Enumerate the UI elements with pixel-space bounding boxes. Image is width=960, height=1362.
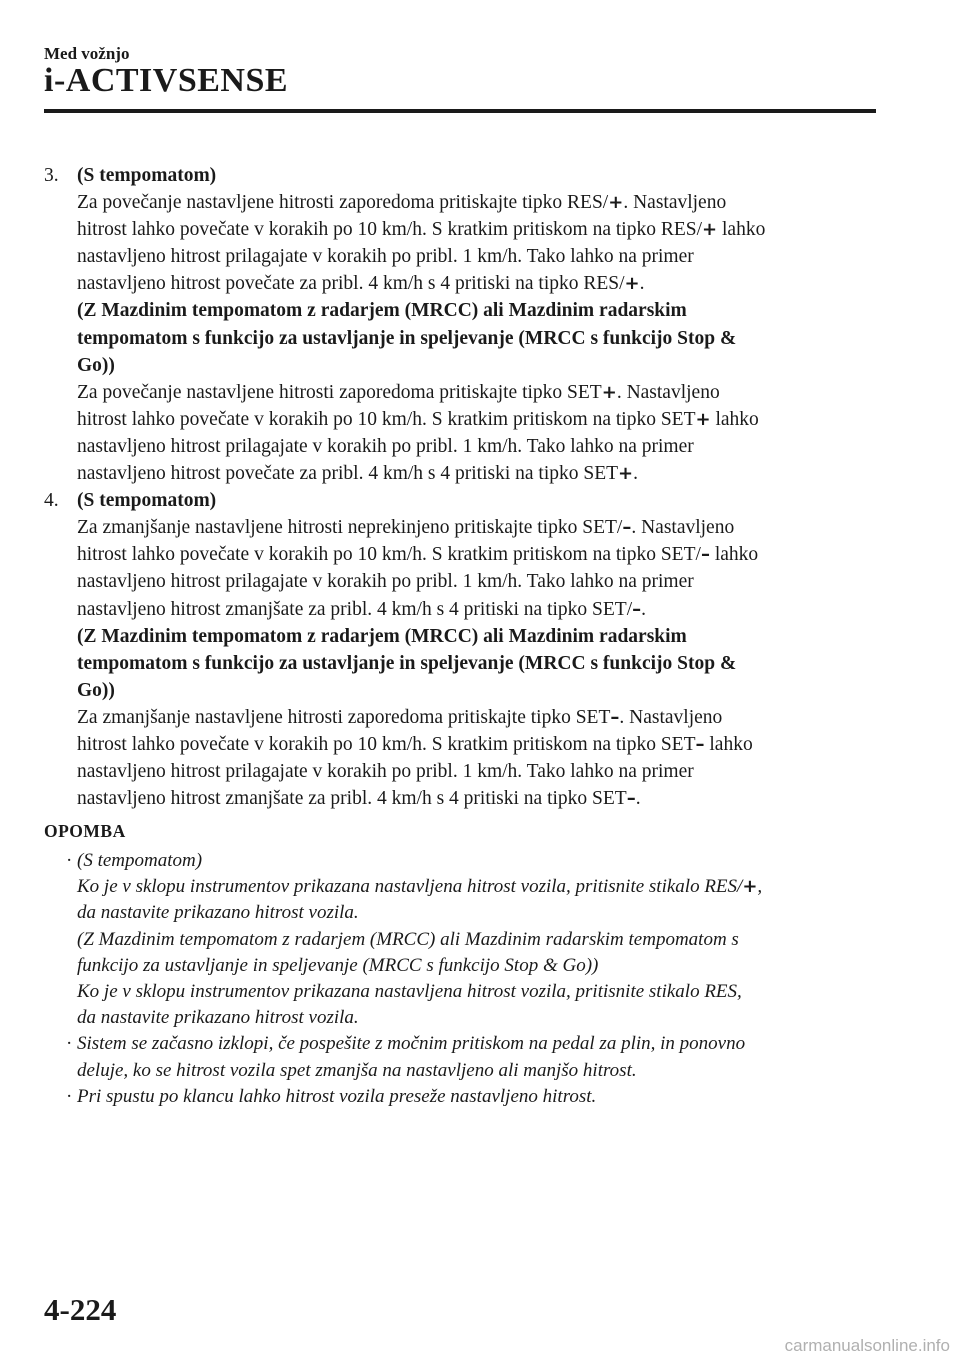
text-run: Pri spustu po klancu lahko hitrost vozila preseže nastavljeno hitrost. (77, 1085, 597, 1107)
step-subheading: (S tempomatom) (77, 165, 217, 186)
step-text-line (77, 596, 874, 623)
text-run: lahko (717, 219, 766, 241)
bullet-icon: · (66, 1085, 73, 1107)
minus-icon: – (610, 706, 620, 728)
step-subheading: (Z Mazdinim tempomatom z radarjem (MRCC) ali Mazdinim radarskim (77, 625, 687, 647)
note-text-line (77, 927, 874, 953)
text-run: . (633, 463, 638, 485)
note-text-line (77, 1058, 874, 1084)
note-text-line (77, 1005, 874, 1031)
text-run: Za zmanjšanje nastavljene hitrosti zaporedoma pritiskajte tipko SET (77, 706, 611, 728)
minus-icon: – (695, 733, 705, 755)
text-run: . Nastavljeno (619, 706, 723, 728)
text-run: , (757, 876, 763, 898)
text-run: nastavljeno hitrost povečate za pribl. 4 km/h s 4 pritiski na tipko SET (77, 463, 619, 485)
text-run: nastavljeno hitrost povečate za pribl. 4 km/h s 4 pritiski na tipko RES/ (77, 273, 625, 295)
step-text-line (77, 270, 874, 297)
step-text-line (77, 379, 874, 406)
text-run: . (641, 598, 646, 620)
text-run: lahko (704, 733, 753, 755)
step-subheading: (S tempomatom) (77, 490, 217, 512)
step-text-line (77, 433, 874, 460)
step-subheading: Go)) (77, 679, 115, 701)
text-run: . Nastavljeno (616, 381, 720, 403)
text-run: nastavljeno hitrost prilagajate v korakih po pribl. 1 km/h. Tako lahko na primer (77, 761, 694, 783)
text-run: hitrost lahko povečate v korakih po 10 km/h. S kratkim pritiskom na tipko SET/ (77, 544, 701, 566)
step-text-line (77, 514, 874, 541)
note-text-line (77, 848, 874, 874)
step-subheading: Go)) (77, 354, 115, 376)
text-run: . (639, 273, 645, 295)
section-title: i-ACTIVSENSE (44, 62, 289, 99)
plus-icon: + (742, 876, 758, 898)
note-bullet (44, 848, 874, 1031)
text-run: Ko je v sklopu instrumentov prikazana nastavljena hitrost vozila, pritisnite stikalo RES, (77, 981, 742, 1003)
step-text-line (77, 704, 874, 731)
text-run: . Nastavljeno (631, 517, 735, 539)
text-run: Sistem se začasno izklopi, če pospešite z močnim pritiskom na pedal za plin, in ponovno (77, 1033, 746, 1055)
section-label: Med vožnjo (44, 44, 130, 63)
step-text-line (77, 758, 874, 785)
page-number: 4-224 (44, 1292, 117, 1327)
plus-icon: + (702, 219, 718, 241)
step-text-line (77, 460, 874, 487)
text-run: . (635, 788, 641, 810)
text-run: . Nastavljeno (623, 192, 727, 214)
step-text-line (77, 785, 874, 812)
text-run: funkcijo za ustavljanje in speljevanje (MRCC s funkcijo Stop & Go)) (77, 954, 599, 976)
step-item (44, 487, 874, 812)
text-run: nastavljeno hitrost zmanjšate za pribl. 4 km/h s 4 pritiski na tipko SET/ (77, 598, 633, 620)
main-content (44, 162, 874, 812)
plus-icon: + (608, 192, 624, 214)
text-run: (S tempomatom) (77, 850, 203, 871)
note-text-line (77, 953, 874, 979)
plus-icon: + (695, 408, 711, 430)
step-subheading: tempomatom s funkcijo za ustavljanje in speljevanje (MRCC s funkcijo Stop & (77, 327, 737, 349)
bullet-icon: · (66, 850, 73, 871)
text-run: hitrost lahko povečate v korakih po 10 km/h. S kratkim pritiskom na tipko RES/ (77, 219, 703, 241)
text-run: nastavljeno hitrost prilagajate v korakih po pribl. 1 km/h. Tako lahko na primer (77, 571, 694, 593)
note-text-line (77, 900, 874, 926)
bullet-icon: · (66, 1033, 73, 1055)
text-run: Ko je v sklopu instrumentov prikazana nastavljena hitrost vozila, pritisnite stikalo RES/ (77, 876, 743, 898)
minus-icon: – (626, 788, 636, 810)
note-text-line (77, 979, 874, 1005)
note-text-line (77, 1084, 874, 1110)
step-text-line (77, 568, 874, 595)
step-subheading: (Z Mazdinim tempomatom z radarjem (MRCC) ali Mazdinim radarskim (77, 300, 687, 322)
minus-icon: – (700, 544, 710, 566)
step-text-line (77, 243, 874, 270)
plus-icon: + (601, 381, 617, 403)
step-text-line (77, 406, 874, 433)
step-text-line (77, 731, 874, 758)
text-run: da nastavite prikazano hitrost vozila. (77, 1007, 359, 1029)
minus-icon: – (632, 598, 642, 620)
step-subheading: tempomatom s funkcijo za ustavljanje in speljevanje (MRCC s funkcijo Stop & (77, 652, 737, 674)
watermark: carmanualsonline.info (784, 1336, 950, 1355)
minus-icon: – (622, 517, 632, 539)
plus-icon: + (618, 463, 634, 485)
note-text-line (77, 874, 874, 900)
note-title: OPOMBA (44, 821, 126, 841)
text-run: lahko (709, 544, 759, 566)
text-run: da nastavite prikazano hitrost vozila. (77, 902, 359, 924)
step-text-line (77, 189, 874, 216)
step-text-line (77, 541, 874, 568)
text-run: Za povečanje nastavljene hitrosti zaporedoma pritiskajte tipko SET (77, 381, 602, 403)
text-run: (Z Mazdinim tempomatom z radarjem (MRCC) ali Mazdinim radarskim tempomatom s (77, 928, 739, 950)
text-run: deluje, ko se hitrost vozila spet zmanjša na nastavljeno ali manjšo hitrost. (77, 1059, 637, 1081)
note-bullet (44, 1084, 874, 1110)
text-run: nastavljeno hitrost prilagajate v korakih po pribl. 1 km/h. Tako lahko na primer (77, 246, 694, 268)
step-item (44, 162, 874, 487)
text-run: hitrost lahko povečate v korakih po 10 km/h. S kratkim pritiskom na tipko SET (77, 408, 696, 430)
header-divider (44, 109, 876, 113)
plus-icon: + (624, 273, 640, 295)
note-bullet (44, 1031, 874, 1083)
text-run: nastavljeno hitrost zmanjšate za pribl. 4 km/h s 4 pritiski na tipko SET (77, 788, 627, 810)
text-run: hitrost lahko povečate v korakih po 10 km/h. S kratkim pritiskom na tipko SET (77, 733, 696, 755)
text-run: nastavljeno hitrost prilagajate v korakih po pribl. 1 km/h. Tako lahko na primer (77, 435, 694, 457)
note-text-line (77, 1031, 874, 1057)
text-run: Za povečanje nastavljene hitrosti zaporedoma pritiskajte tipko RES/ (77, 192, 609, 214)
note-list (44, 848, 874, 1110)
text-run: Za zmanjšanje nastavljene hitrosti neprekinjeno pritiskajte tipko SET/ (77, 517, 623, 539)
step-text-line (77, 216, 874, 243)
step-number: 4. (44, 490, 59, 512)
text-run: lahko (710, 408, 759, 430)
step-number: 3. (44, 165, 59, 186)
